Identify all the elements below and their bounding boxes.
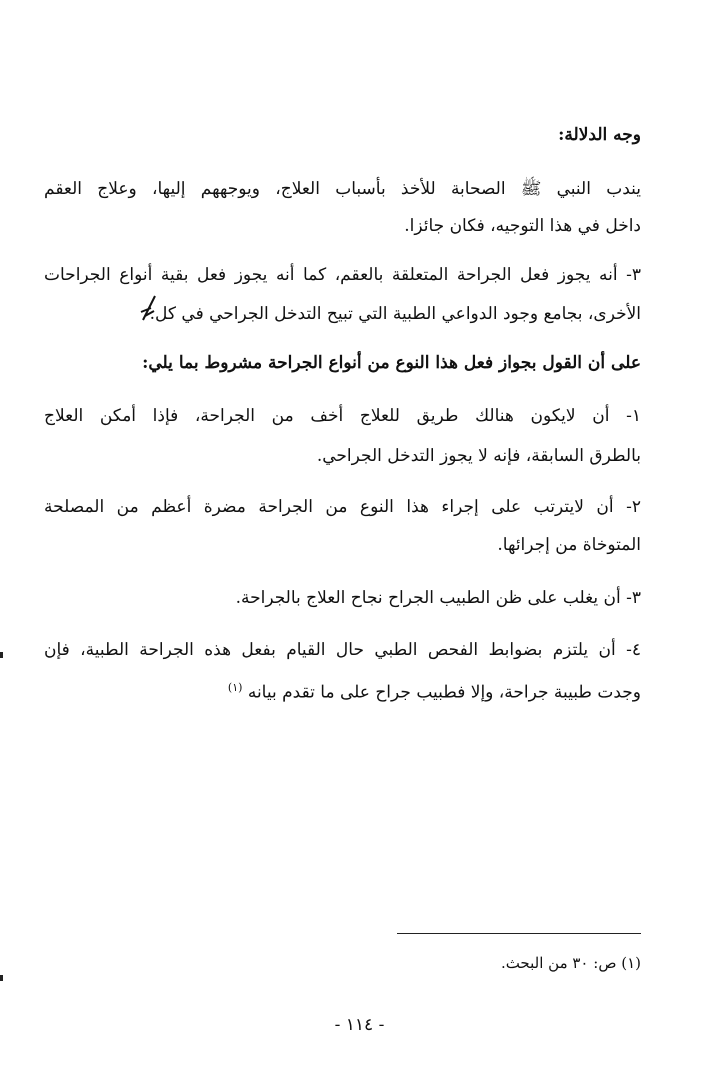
condition-line: ٢- أن لايترتب على إجراء هذا النوع من الجراحة مضرة أعظم من المصلحة — [44, 497, 641, 517]
footnote-reference[interactable]: (١) — [227, 681, 243, 694]
section-heading: وجه الدلالة: — [558, 125, 641, 145]
footnote: (١) ص: ٣٠ من البحث. — [500, 954, 641, 972]
condition-line: المتوخاة من إجرائها. — [497, 535, 641, 555]
scan-edge-mark — [0, 975, 3, 981]
scan-edge-mark — [0, 652, 3, 658]
page-number: - ١١٤ - — [334, 1015, 385, 1035]
paragraph-line: داخل في هذا التوجيه، فكان جائزا. — [404, 216, 641, 236]
conditions-heading: على أن القول بجواز فعل هذا النوع من أنواع الجراحة مشروط بما يلي: — [142, 353, 641, 373]
condition-line: بالطرق السابقة، فإنه لا يجوز التدخل الجراحي. — [316, 446, 641, 466]
paragraph-line: الأخرى، بجامع وجود الدواعي الطبية التي تبيح التدخل الجراحي في كل. — [149, 304, 641, 324]
condition-line — [228, 675, 641, 706]
condition-line: ١- أن لايكون هنالك طريق للعلاج أخف من الجراحة، فإذا أمكن العلاج — [44, 406, 641, 426]
paragraph-line: يندب النبي ﷺ الصحابة للأخذ بأسباب العلاج، ويوجههم إليها، وعلاج العقم — [44, 179, 641, 199]
paragraph-line: ٣- أنه يجوز فعل الجراحة المتعلقة بالعقم، كما أنه يجوز فعل بقية أنواع الجراحات — [44, 265, 641, 285]
footnote-divider — [397, 933, 641, 934]
condition-text: وجدت طبيبة جراحة، وإلا فطبيب جراح على ما تقدم بيانه — [247, 682, 641, 703]
condition-line: ٣- أن يغلب على ظن الطبيب الجراح نجاح العلاج بالجراحة. — [235, 588, 641, 608]
handwritten-mark — [139, 294, 159, 322]
condition-line: ٤- أن يلتزم بضوابط الفحص الطبي حال القيام بفعل هذه الجراحة الطبية، فإن — [44, 640, 641, 660]
